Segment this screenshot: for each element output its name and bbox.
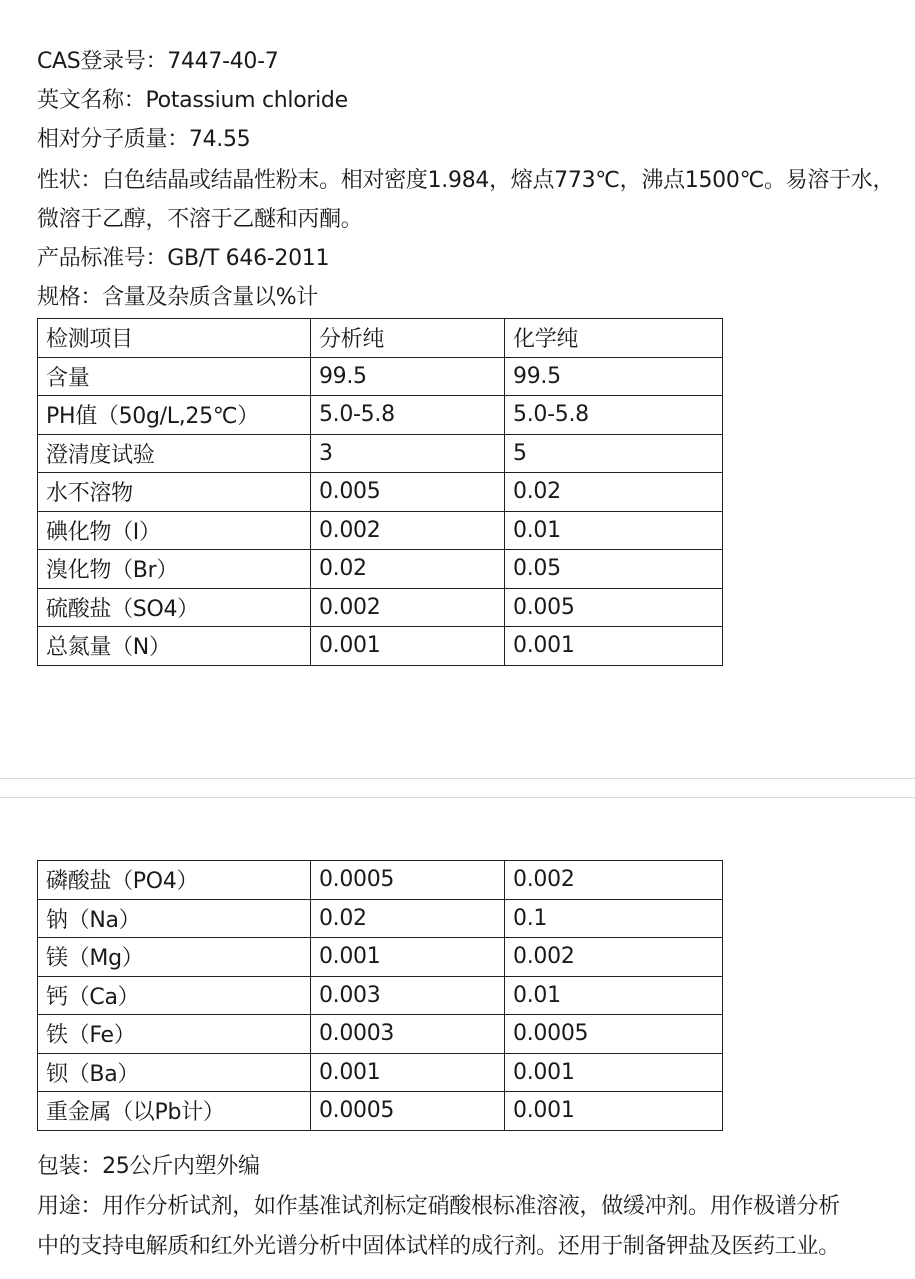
table-row (38, 1015, 723, 1054)
analytical-grade-value: 0.002 (310, 588, 504, 627)
analytical-grade-value: 0.02 (310, 550, 504, 589)
spec-table-2 (37, 860, 723, 1131)
chemical-grade-value: 0.1 (505, 899, 723, 938)
chemical-grade-value: 0.001 (505, 1053, 723, 1092)
spec-note: 规格：含量及杂质含量以%计 (37, 285, 319, 310)
table-row (38, 1053, 723, 1092)
analytical-grade-value: 99.5 (310, 357, 504, 396)
properties-line-2: 微溶于乙醇，不溶于乙醚和丙酮。 (37, 207, 363, 232)
item-name: 溴化物（Br） (38, 550, 311, 589)
analytical-grade-value: 0.005 (310, 473, 504, 512)
section-divider-bottom (0, 797, 915, 798)
english-name: 英文名称：Potassium chloride (37, 88, 348, 113)
cas-number: CAS登录号：7447-40-7 (37, 49, 279, 74)
table-row (38, 588, 723, 627)
table-row (38, 550, 723, 589)
usage-line-1: 用途：用作分析试剂，如作基准试剂标定硝酸根标准溶液，做缓冲剂。用作极谱分析 (37, 1194, 840, 1219)
chemical-grade-value: 0.02 (505, 473, 723, 512)
table-row (38, 938, 723, 977)
analytical-grade-value: 0.001 (310, 627, 504, 666)
table-row (38, 899, 723, 938)
chemical-grade-value: 0.05 (505, 550, 723, 589)
header-analytical-grade: 分析纯 (310, 319, 504, 358)
analytical-grade-value: 3 (310, 434, 504, 473)
table-row (38, 627, 723, 666)
analytical-grade-value: 0.002 (310, 511, 504, 550)
item-name: 钙（Ca） (38, 976, 311, 1015)
analytical-grade-value: 0.0005 (310, 1092, 504, 1131)
analytical-grade-value: 0.02 (310, 899, 504, 938)
item-name: 澄清度试验 (38, 434, 311, 473)
item-name: 总氮量（N） (38, 627, 311, 666)
chemical-grade-value: 0.001 (505, 1092, 723, 1131)
analytical-grade-value: 0.0003 (310, 1015, 504, 1054)
table-row (38, 396, 723, 435)
molecular-mass: 相对分子质量：74.55 (37, 127, 251, 152)
table-header-row (38, 319, 723, 358)
item-name: 镁（Mg） (38, 938, 311, 977)
analytical-grade-value: 0.003 (310, 976, 504, 1015)
table-row (38, 434, 723, 473)
analytical-grade-value: 0.001 (310, 938, 504, 977)
spec-table-1 (37, 318, 723, 666)
analytical-grade-value: 0.001 (310, 1053, 504, 1092)
table-row (38, 511, 723, 550)
item-name: 硫酸盐（SO4） (38, 588, 311, 627)
item-name: 钠（Na） (38, 899, 311, 938)
header-chemical-grade: 化学纯 (505, 319, 723, 358)
header-item: 检测项目 (38, 319, 311, 358)
item-name: 碘化物（I） (38, 511, 311, 550)
item-name: PH值（50g/L,25℃） (38, 396, 311, 435)
product-standard: 产品标准号：GB/T 646-2011 (37, 246, 330, 271)
analytical-grade-value: 5.0-5.8 (310, 396, 504, 435)
chemical-grade-value: 5.0-5.8 (505, 396, 723, 435)
item-name: 钡（Ba） (38, 1053, 311, 1092)
chemical-grade-value: 0.002 (505, 861, 723, 900)
usage-line-2: 中的支持电解质和红外光谱分析中固体试样的成行剂。还用于制备钾盐及医药工业。 (37, 1234, 840, 1259)
chemical-grade-value: 0.002 (505, 938, 723, 977)
packaging: 包装：25公斤内塑外编 (37, 1154, 260, 1179)
chemical-grade-value: 0.001 (505, 627, 723, 666)
chemical-grade-value: 0.0005 (505, 1015, 723, 1054)
chemical-grade-value: 0.01 (505, 976, 723, 1015)
chemical-grade-value: 5 (505, 434, 723, 473)
chemical-grade-value: 0.005 (505, 588, 723, 627)
item-name: 水不溶物 (38, 473, 311, 512)
chemical-grade-value: 0.01 (505, 511, 723, 550)
item-name: 含量 (38, 357, 311, 396)
table-row (38, 976, 723, 1015)
properties-line-1: 性状：白色结晶或结晶性粉末。相对密度1.984，熔点773℃，沸点1500℃。易溶于水， (37, 168, 895, 193)
table-row (38, 861, 723, 900)
item-name: 铁（Fe） (38, 1015, 311, 1054)
table-row (38, 357, 723, 396)
table-row (38, 1092, 723, 1131)
section-divider-top (0, 778, 915, 779)
item-name: 重金属（以Pb计） (38, 1092, 311, 1131)
chemical-grade-value: 99.5 (505, 357, 723, 396)
table-row (38, 473, 723, 512)
analytical-grade-value: 0.0005 (310, 861, 504, 900)
item-name: 磷酸盐（PO4） (38, 861, 311, 900)
